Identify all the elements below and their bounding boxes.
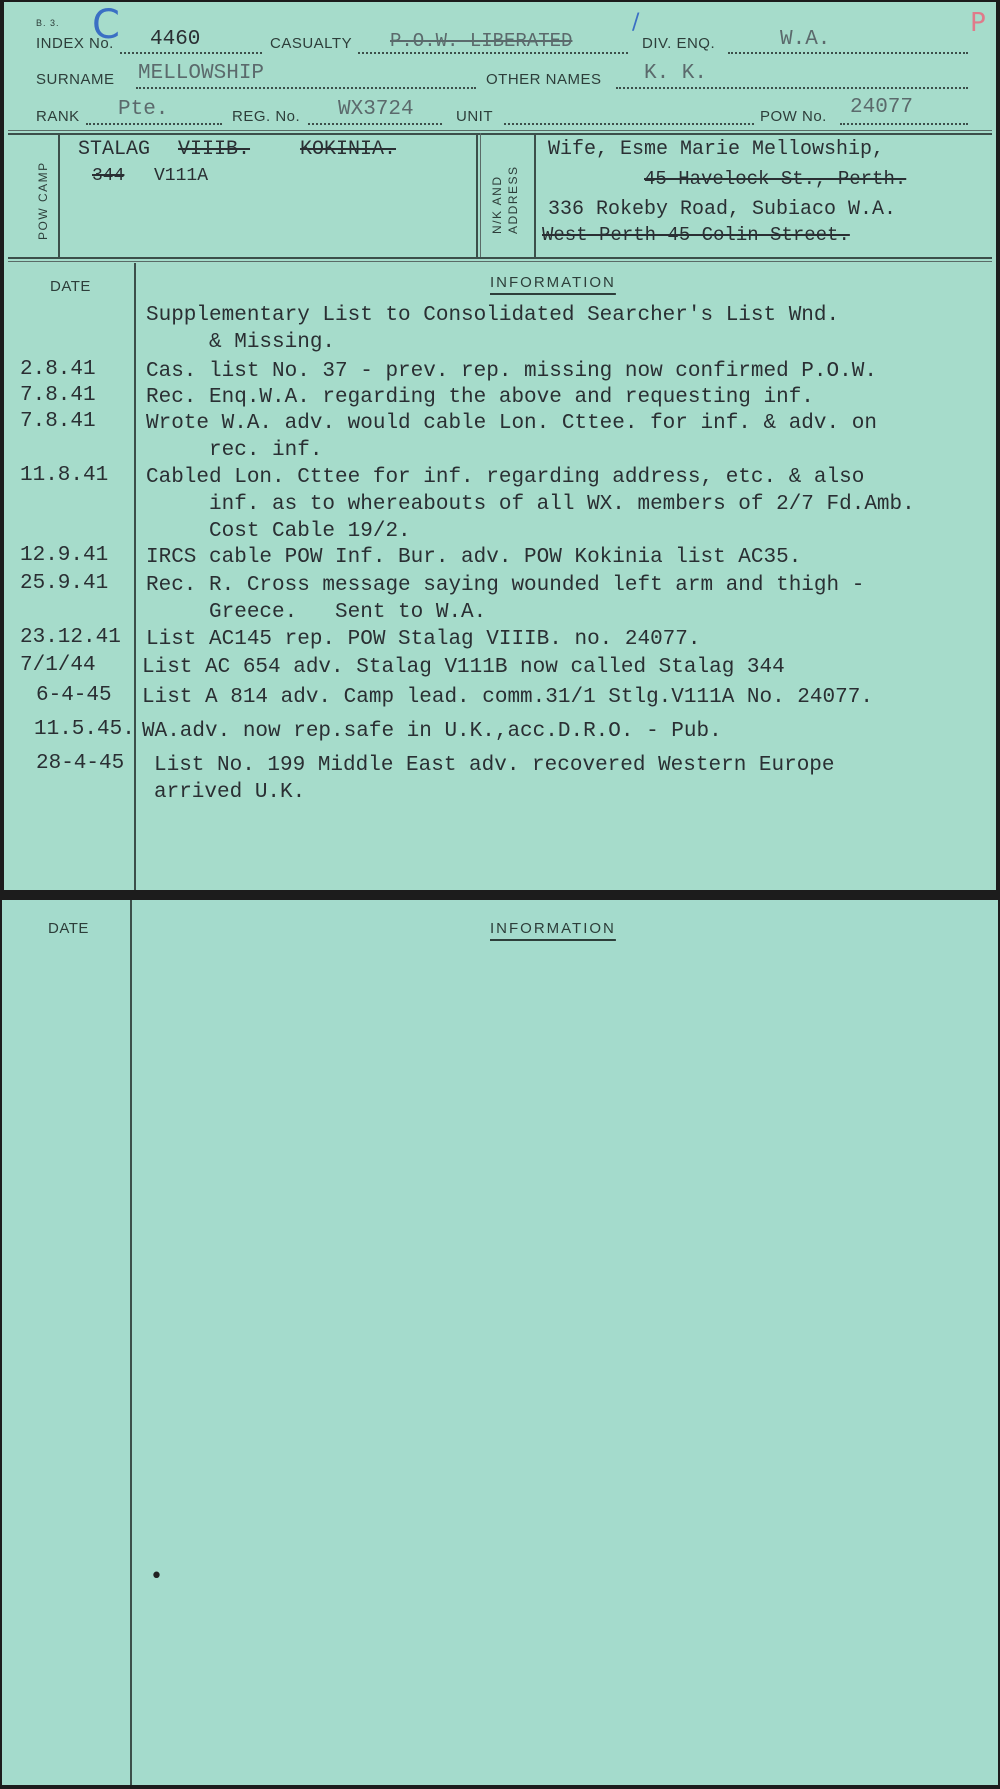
rank-line xyxy=(86,123,222,125)
rank-value: Pte. xyxy=(118,98,169,121)
other-names-value: K. K. xyxy=(644,62,708,85)
casualty-line xyxy=(358,52,628,54)
reg-no-line xyxy=(308,123,442,125)
pow-camp-line1-b: VIIIB. xyxy=(178,138,251,161)
entry-text: List AC 654 adv. Stalag V111B now called Stalag 344 xyxy=(142,656,785,679)
entry-text: List A 814 adv. Camp lead. comm.31/1 Stlg.V111A No. 24077. xyxy=(142,686,873,709)
entry-text: Rec. R. Cross message saying wounded left arm and thigh - Greece. Sent to W.A. xyxy=(146,574,865,624)
ink-mark: • xyxy=(150,1564,163,1589)
information-heading: INFORMATION xyxy=(490,274,616,291)
div-enq-label: DIV. ENQ. xyxy=(642,35,716,52)
pencil-tick: / xyxy=(632,10,640,35)
pow-no-value: 24077 xyxy=(850,96,914,119)
entry-text: IRCS cable POW Inf. Bur. adv. POW Kokinia list AC35. xyxy=(146,546,802,569)
entry-date: 7.8.41 xyxy=(20,384,96,407)
surname-line xyxy=(136,87,476,89)
rank-label: RANK xyxy=(36,108,80,125)
entry-date: 25.9.41 xyxy=(20,572,109,595)
pow-camp-line2-a: 344 xyxy=(92,166,125,186)
address-divider xyxy=(534,133,536,257)
pencil-mark-p: P xyxy=(970,8,986,38)
surname-value: MELLOWSHIP xyxy=(138,62,265,85)
div-enq-line xyxy=(728,52,968,54)
casualty-label: CASUALTY xyxy=(270,35,353,52)
header-rule xyxy=(8,133,992,135)
card-back xyxy=(2,900,998,1785)
div-enq-value: W.A. xyxy=(780,28,831,51)
surname-label: SURNAME xyxy=(36,71,115,88)
back-date-column-divider xyxy=(130,900,132,1785)
reg-no-value: WX3724 xyxy=(338,98,414,121)
pow-no-line xyxy=(840,123,968,125)
info-rule-2 xyxy=(8,261,992,262)
entry-text: WA.adv. now rep.safe in U.K.,acc.D.R.O. - Pub. xyxy=(142,720,722,743)
entry-text: Wrote W.A. adv. would cable Lon. Cttee. for inf. & adv. on rec. inf. xyxy=(146,412,877,462)
entry-text: List No. 199 Middle East adv. recovered Western Europe arrived U.K. xyxy=(154,754,835,804)
pencil-mark-c: C xyxy=(92,2,120,48)
entry-date: 28-4-45 xyxy=(36,752,125,775)
casualty-value: P.O.W. LIBERATED xyxy=(390,30,573,52)
entry-text: Cabled Lon. Cttee for inf. regarding address, etc. & also inf. as to whereabouts of all WX. members of 2/7 Fd.Amb. Cost Cable 19/2. xyxy=(146,466,915,543)
back-information-heading: INFORMATION xyxy=(490,920,616,937)
reg-no-label: REG. No. xyxy=(232,108,301,125)
pow-camp-line1-c: KOKINIA. xyxy=(300,138,397,161)
info-rule xyxy=(8,257,992,259)
entry-text: Cas. list No. 37 - prev. rep. missing now confirmed P.O.W. xyxy=(146,360,877,383)
entry-date: 6-4-45 xyxy=(36,684,112,707)
card-front xyxy=(4,2,996,890)
entry-date: 11.8.41 xyxy=(20,464,109,487)
pow-camp-label: POW CAMP xyxy=(36,161,50,240)
address-label: ADDRESS xyxy=(506,165,520,234)
entry-text: Rec. Enq.W.A. regarding the above and requesting inf. xyxy=(146,386,814,409)
unit-label: UNIT xyxy=(456,108,493,125)
address-line3: 336 Rokeby Road, Subiaco W.A. xyxy=(548,198,897,221)
form-code: B. 3. xyxy=(36,18,60,28)
address-line1: Wife, Esme Marie Mellowship, xyxy=(548,138,885,161)
pow-camp-line2-b: V111A xyxy=(154,166,209,186)
camp-address-divider-2 xyxy=(480,133,481,257)
unit-line xyxy=(504,123,754,125)
other-names-label: OTHER NAMES xyxy=(486,71,602,88)
entry-date: 7/1/44 xyxy=(20,654,96,677)
address-line4: West Perth 45 Colin Street. xyxy=(542,224,850,246)
entry-date: 7.8.41 xyxy=(20,410,96,433)
pow-camp-divider xyxy=(58,133,60,257)
entry-text: List AC145 rep. POW Stalag VIIIB. no. 24077. xyxy=(146,628,701,651)
other-names-line xyxy=(616,87,968,89)
address-line2: 45 Havelock St., Perth. xyxy=(644,168,907,190)
entry-date: 12.9.41 xyxy=(20,544,109,567)
entry-date: 23.12.41 xyxy=(20,626,121,649)
index-no-line xyxy=(120,52,262,54)
index-no-value: 4460 xyxy=(150,28,201,51)
header-rule-top xyxy=(8,130,992,131)
camp-address-divider-1 xyxy=(476,133,478,257)
entry-date: 11.5.45. xyxy=(34,718,135,741)
entry-date: 2.8.41 xyxy=(20,358,96,381)
entry-text: Supplementary List to Consolidated Searcher's List Wnd. & Missing. xyxy=(146,304,840,354)
back-date-heading: DATE xyxy=(48,920,89,937)
pow-no-label: POW No. xyxy=(760,108,827,125)
index-no-label: INDEX No. xyxy=(36,35,114,52)
date-heading: DATE xyxy=(50,278,91,295)
date-column-divider xyxy=(134,263,136,890)
pow-camp-line1-a: STALAG xyxy=(78,138,151,161)
nk-and-label: N/K AND xyxy=(490,175,504,234)
